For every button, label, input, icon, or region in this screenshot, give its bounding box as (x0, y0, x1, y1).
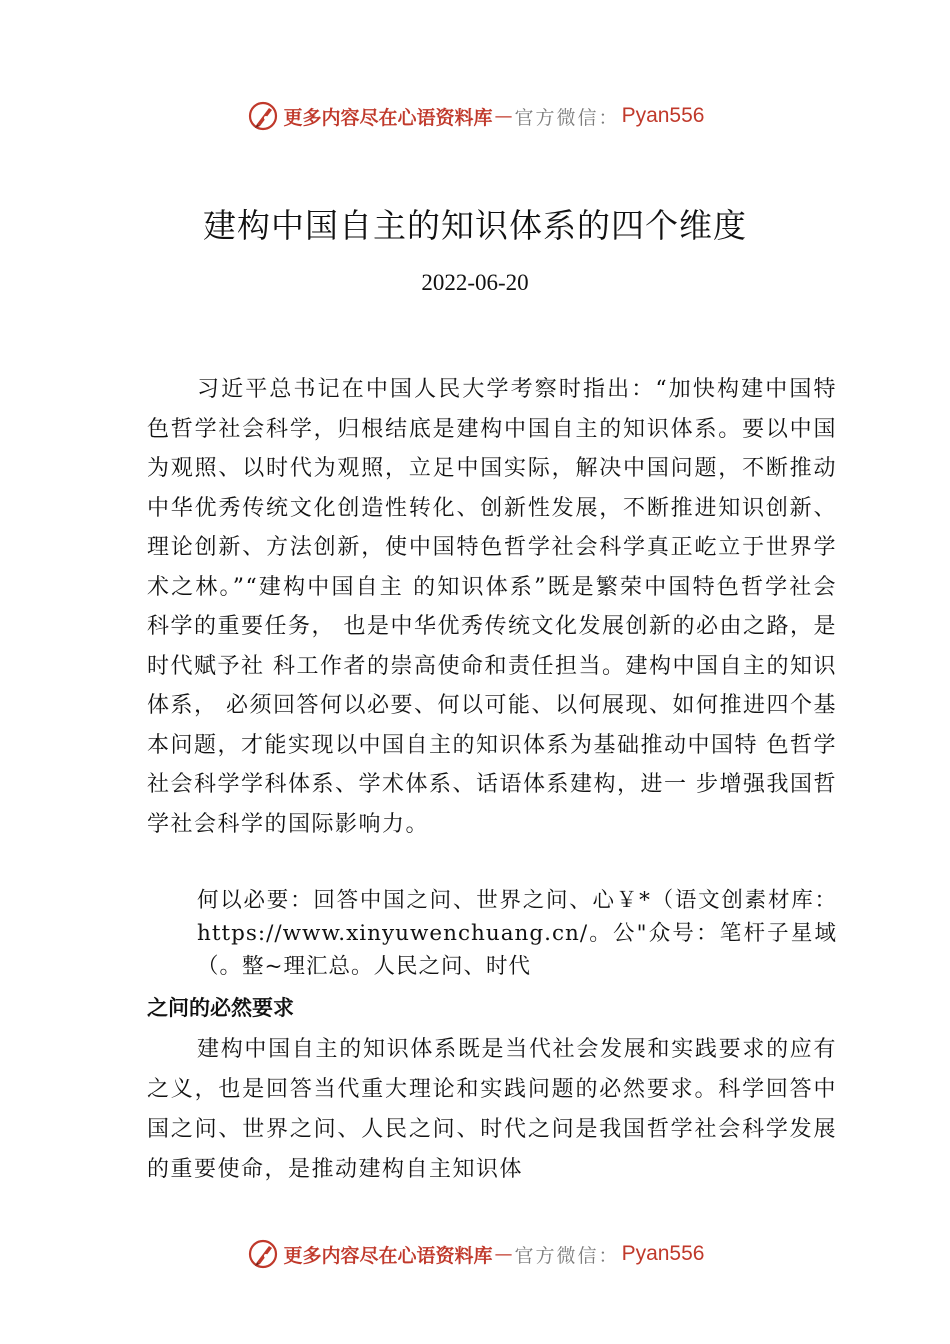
banner-dash: — (494, 1243, 513, 1265)
body-paragraph-1: 习近平总书记在中国人民大学考察时指出：“加快构建中国特色哲学社会科学，归根结底是建构中国自主的知识体系。要以中国为观照、以时代为观照，立足中国实际，解决中国问题，不断推动中华优秀传统文化创造性转化、创新性发展，不断推进知识创新、理论创新、方法创新，使中国特色哲学社会科学真正屹立于世界学术之林。”“建构中国自主 的知识体系”既是繁荣中国特色哲学社会科学的重要任务， 也是中华优秀传统文化发展创新的必由之路，是时代赋予社 科工作者的崇高使命和责任担当。建构中国自主的知识体系， 必须回答何以必要、何以可能、以何展现、如何推进四个基 本问题，才能实现以中国自主的知识体系为基础推动中国特 色哲学社会科学学科体系、学术体系、话语体系建构，进一 步增强我国哲学社会科学的国际影响力。 (147, 377, 837, 837)
body-paragraph-3: 建构中国自主的知识体系既是当代社会发展和实践要求的应有之义，也是回答当代重大理论和实践问题的必然要求。科学回答中国之问、世界之问、人民之问、时代之问是我国哲学社会科学发展的重要使命，是推动建构自主知识体 (147, 1037, 837, 1182)
banner-dash: — (494, 105, 513, 127)
section-heading: 之问的必然要求 (147, 996, 294, 1020)
pen-logo-icon (246, 1237, 280, 1271)
header-banner (0, 96, 950, 136)
banner-wechat-id: Pyan556 (621, 104, 705, 127)
banner-wechat-id: Pyan556 (621, 1242, 705, 1265)
banner-brand: 更多内容尽在心语资料库 (283, 1244, 493, 1267)
body-paragraph-2: 何以必要：回答中国之问、世界之问、心￥*（语文创素材库：https://www.xinyuwenchuang.cn/。公"众号：笔杆子星域（。整~理汇总。人民之问、时代 (197, 888, 837, 979)
page-title: 建构中国自主的知识体系的四个维度 (203, 206, 747, 245)
banner-brand: 更多内容尽在心语资料库 (283, 106, 493, 129)
banner-wechat-label: 官方微信： (514, 1244, 620, 1267)
banner-wechat-label: 官方微信： (514, 106, 620, 129)
footer-banner (0, 1234, 950, 1274)
pen-logo-icon (246, 99, 280, 133)
publish-date: 2022-06-20 (421, 270, 529, 295)
